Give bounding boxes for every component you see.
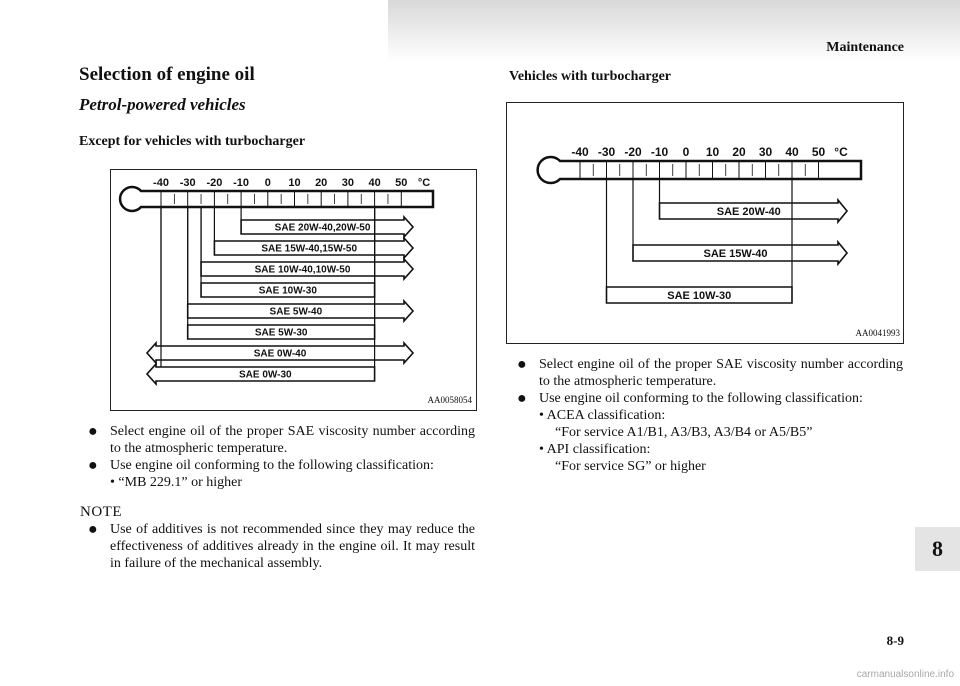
api-label: • API classification: bbox=[539, 442, 651, 457]
note-bullet bbox=[80, 521, 475, 572]
right-viscosity-chart bbox=[506, 102, 904, 344]
chapter-tab[interactable]: 8 bbox=[915, 527, 960, 571]
temperature-tick-label: 0 bbox=[682, 145, 690, 159]
temperature-tick-label: 40 bbox=[785, 145, 799, 159]
bullet-dot-icon: ● bbox=[88, 521, 98, 538]
temperature-tick-label: -40 bbox=[571, 145, 589, 159]
right-heading: Vehicles with turbocharger bbox=[509, 69, 672, 84]
right-instructions bbox=[509, 356, 903, 475]
bullet-dot-icon: ● bbox=[517, 356, 527, 373]
api-value: “For service SG” or higher bbox=[555, 459, 706, 474]
viscosity-band-label: SAE 10W-30 bbox=[667, 289, 732, 302]
temperature-tick-label: 10 bbox=[705, 145, 720, 159]
thermometer-outline bbox=[120, 187, 433, 211]
left-viscosity-chart bbox=[110, 169, 477, 411]
temperature-tick-label: -20 bbox=[624, 145, 642, 159]
acea-label: • ACEA classification: bbox=[539, 408, 666, 423]
left-bullet-2 bbox=[80, 457, 475, 474]
bullet-dot-icon: ● bbox=[88, 457, 98, 474]
temperature-tick-label: 20 bbox=[315, 177, 328, 189]
acea-value: “For service A1/B1, A3/B3, A3/B4 or A5/B5” bbox=[555, 425, 813, 440]
temperature-tick-label: -30 bbox=[597, 145, 616, 159]
viscosity-band-label: SAE 5W-40 bbox=[269, 306, 323, 318]
right-bullet-1 bbox=[509, 356, 903, 390]
bullet-dot-icon: ● bbox=[517, 390, 527, 407]
temperature-tick-label: 0 bbox=[264, 177, 271, 189]
page-number: 8-9 bbox=[886, 633, 904, 648]
temperature-tick-label: 30 bbox=[341, 177, 355, 189]
page-title: Selection of engine oil bbox=[79, 64, 255, 85]
viscosity-band-label: SAE 0W-40 bbox=[253, 348, 307, 360]
section-title: Maintenance bbox=[826, 40, 904, 55]
left-classification: • “MB 229.1” or higher bbox=[110, 475, 243, 490]
right-bullet-1-text: Select engine oil of the proper SAE viscosity number according to the atmospheric temperature. bbox=[539, 357, 903, 389]
temperature-tick-label: -20 bbox=[206, 177, 223, 189]
left-instructions bbox=[80, 423, 475, 572]
viscosity-band-label: SAE 15W-40 bbox=[703, 247, 768, 260]
temperature-tick-label: 50 bbox=[811, 145, 826, 159]
left-bullet-2-text: Use engine oil conforming to the following classification: bbox=[110, 458, 434, 473]
temperature-tick-label: 30 bbox=[758, 145, 773, 159]
viscosity-band-label: SAE 10W-40,10W-50 bbox=[254, 264, 351, 276]
left-bullet-1-text: Select engine oil of the proper SAE viscosity number according to the atmospheric temperature. bbox=[110, 424, 475, 456]
viscosity-band-label: SAE 10W-30 bbox=[258, 285, 317, 297]
temperature-tick-label: -10 bbox=[233, 177, 250, 189]
temperature-tick-label: -10 bbox=[650, 145, 669, 159]
left-heading: Except for vehicles with turbocharger bbox=[79, 134, 306, 149]
viscosity-band-label: SAE 20W-40 bbox=[716, 205, 781, 218]
temperature-unit: °C bbox=[417, 177, 431, 189]
temperature-unit: °C bbox=[834, 145, 848, 159]
temperature-tick-label: -30 bbox=[179, 177, 196, 189]
viscosity-band-label: SAE 5W-30 bbox=[254, 327, 308, 339]
left-bullet-1 bbox=[80, 423, 475, 457]
right-viscosity-svg bbox=[507, 103, 903, 343]
viscosity-band-label: SAE 20W-40,20W-50 bbox=[274, 222, 371, 234]
temperature-tick-label: 10 bbox=[288, 177, 301, 189]
bullet-dot-icon: ● bbox=[88, 423, 98, 440]
viscosity-band-label: SAE 0W-30 bbox=[239, 369, 292, 381]
right-bullet-2-text: Use engine oil conforming to the following classification: bbox=[539, 391, 863, 406]
left-viscosity-svg bbox=[111, 170, 476, 410]
page-subtitle: Petrol-powered vehicles bbox=[79, 95, 246, 114]
temperature-tick-label: 50 bbox=[395, 177, 408, 189]
figure-code: AA0041993 bbox=[855, 328, 900, 338]
temperature-tick-label: 40 bbox=[368, 177, 381, 189]
right-bullet-2 bbox=[509, 390, 903, 407]
note-text: Use of additives is not recommended since they may reduce the effectiveness of additives already in the engine oil. It may result in failure of the mechanical assembly. bbox=[110, 522, 475, 571]
note-label: NOTE bbox=[80, 504, 122, 520]
temperature-tick-label: 20 bbox=[732, 145, 746, 159]
watermark: carmanualsonline.info bbox=[856, 669, 954, 680]
temperature-tick-label: -40 bbox=[153, 177, 169, 189]
figure-code: AA0058054 bbox=[427, 395, 472, 405]
viscosity-band-label: SAE 15W-40,15W-50 bbox=[261, 243, 358, 255]
